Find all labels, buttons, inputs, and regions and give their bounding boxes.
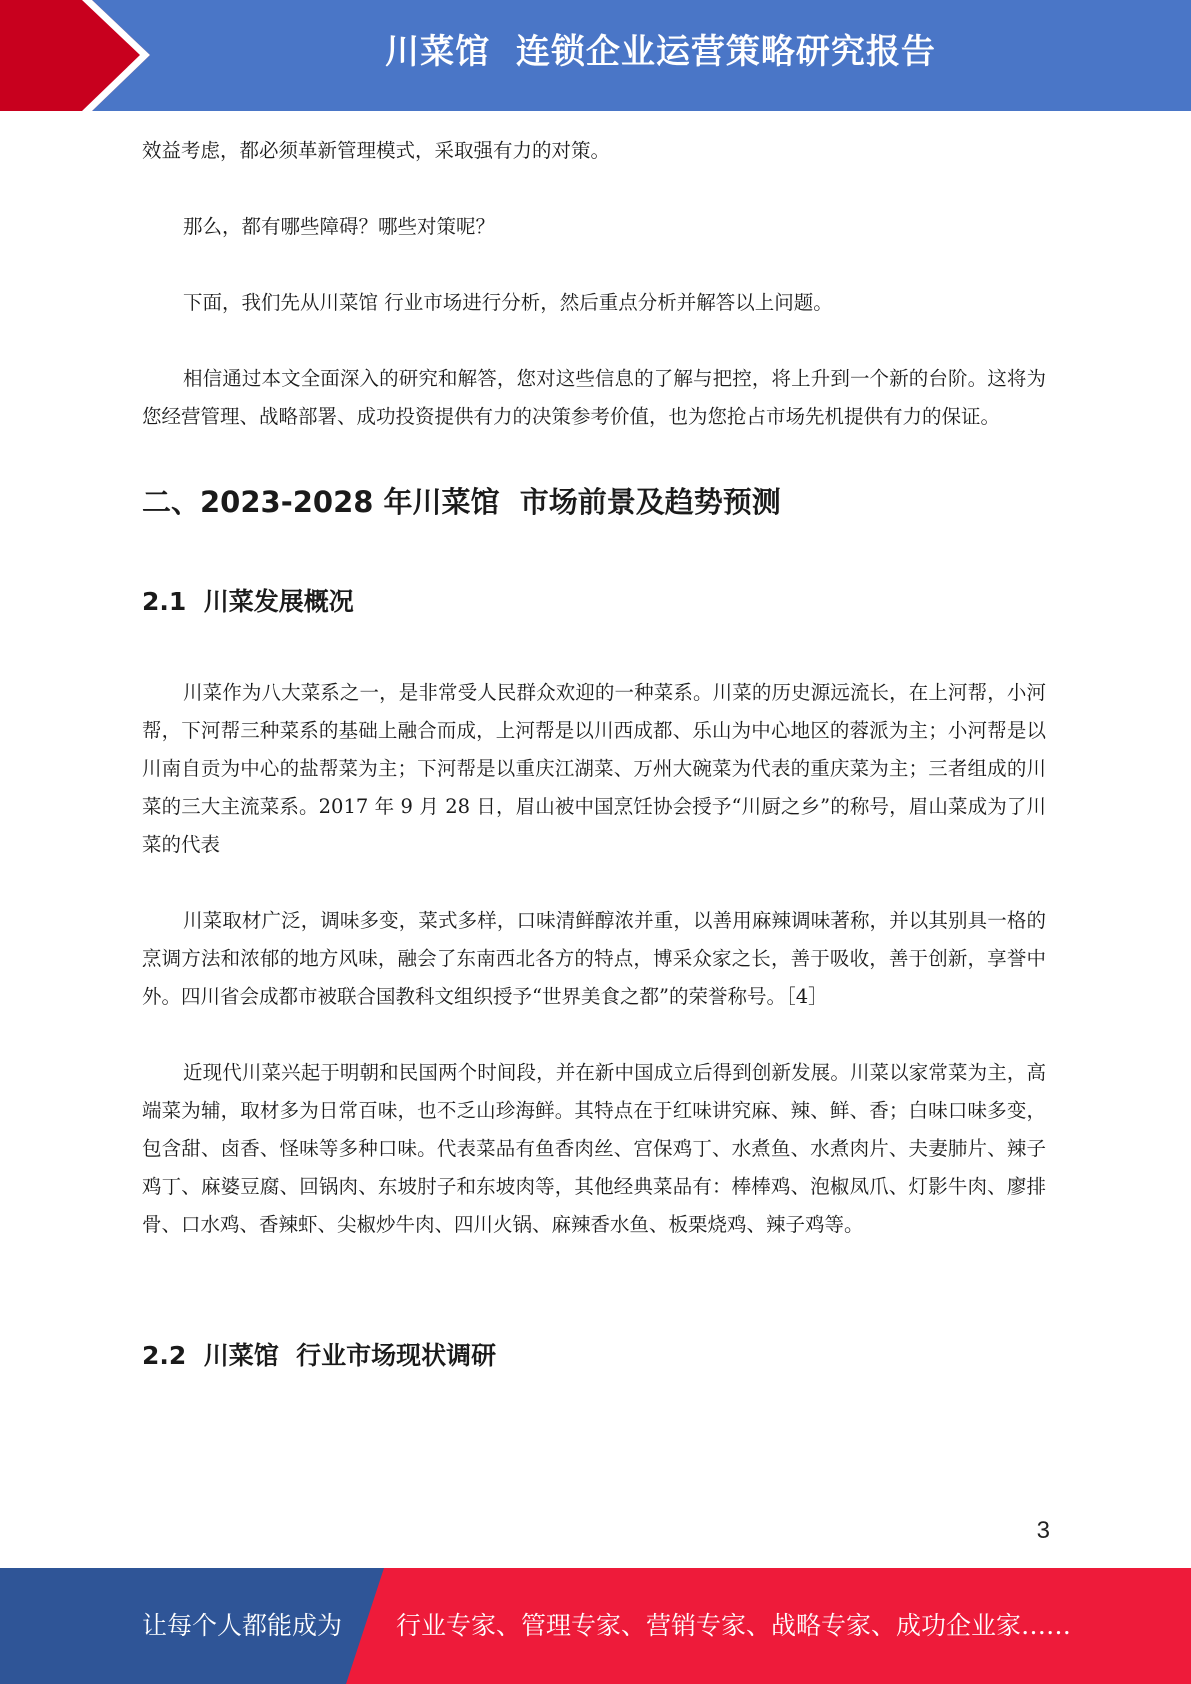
paragraph-sichuan-modern: 近现代川菜兴起于明朝和民国两个时间段，并在新中国成立后得到创新发展。川菜以家常菜为主，高端菜为辅，取材多为日常百味，也不乏山珍海鲜。其特点在于红味讲究麻、辣、鲜、香；白味口味多变，包含甜、卤香、怪味等多种口味。代表菜品有鱼香肉丝、宫保鸡丁、水煮鱼、水煮肉片、夫妻肺片、辣子鸡丁、麻婆豆腐、回锅肉、东坡肘子和东坡肉等，其他经典菜品有：棒棒鸡、泡椒凤爪、灯影牛肉、廖排骨、口水鸡、香辣虾、尖椒炒牛肉、四川火锅、麻辣香水鱼、板栗烧鸡、辣子鸡等。 — [142, 1061, 1046, 1236]
section-heading-2: 二、2023-2028 年川菜馆 市场前景及趋势预测 — [142, 485, 781, 519]
footer-slogan-right: 行业专家、管理专家、营销专家、战略专家、成功企业家…… — [396, 1611, 1072, 1640]
header-bar — [0, 0, 1191, 111]
paragraph-sichuan-history: 川菜作为八大菜系之一，是非常受人民群众欢迎的一种菜系。川菜的历史源远流长，在上河帮，小河帮，下河帮三种菜系的基础上融合而成，上河帮是以川西成都、乐山为中心地区的蓉派为主；小河帮是以川南自贡为中心的盐帮菜为主；下河帮是以重庆江湖菜、万州大碗菜为代表的重庆菜为主；三者组成的川菜的三大主流菜系。2017 年 9 月 28 日，眉山被中国烹饪协会授予“川厨之乡”的称号，眉山菜成为了川菜的代表 — [142, 681, 1046, 856]
subsection-heading-2-2: 2.2 川菜馆 行业市场现状调研 — [142, 1341, 497, 1370]
paragraph-question: 那么，都有哪些障碍？哪些对策呢？ — [183, 215, 496, 238]
paragraph-intro: 下面，我们先从川菜馆 行业市场进行分析，然后重点分析并解答以上问题。 — [183, 291, 833, 314]
footer-slogan-left: 让每个人都能成为 — [142, 1611, 343, 1640]
report-title: 川菜馆 连锁企业运营策略研究报告 — [385, 32, 936, 72]
footer-banner — [0, 1568, 1191, 1684]
paragraph-sichuan-features: 川菜取材广泛，调味多变，菜式多样，口味清鲜醇浓并重，以善用麻辣调味著称，并以其别具一格的烹调方法和浓郁的地方风味，融会了东南西北各方的特点，博采众家之长，善于吸收，善于创新，享誉中外。四川省会成都市被联合国教科文组织授予“世界美食之都”的荣誉称号。［4］ — [142, 909, 1046, 1008]
page-number: 3 — [1036, 1517, 1050, 1544]
paragraph-continuation: 效益考虑，都必须革新管理模式，采取强有力的对策。 — [142, 139, 611, 162]
paragraph-value: 相信通过本文全面深入的研究和解答，您对这些信息的了解与把控，将上升到一个新的台阶。这将为您经营管理、战略部署、成功投资提供有力的决策参考价值，也为您抢占市场先机提供有力的保证。 — [142, 367, 1046, 428]
document-body — [142, 132, 1046, 1374]
subsection-heading-2-1: 2.1 川菜发展概况 — [142, 587, 354, 616]
